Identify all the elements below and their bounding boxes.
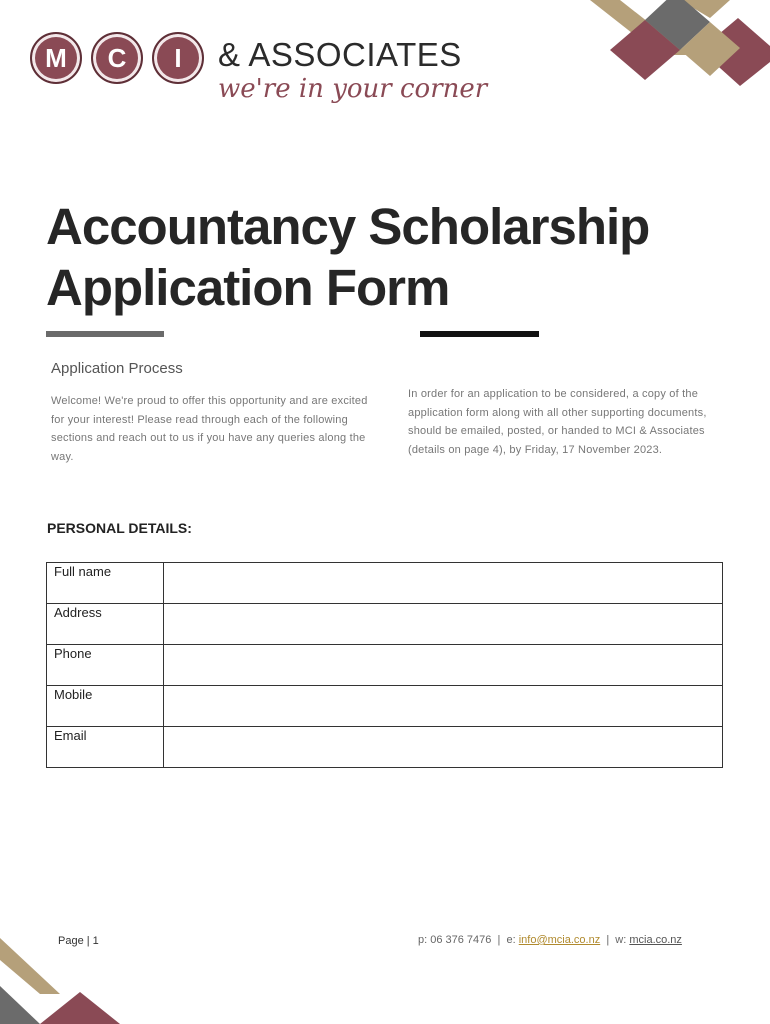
application-process-heading: Application Process [51, 360, 183, 377]
phone-text: p: 06 376 7476 | e: [418, 934, 519, 946]
email-input[interactable] [164, 727, 723, 768]
title-line-2: Application Form [46, 259, 450, 316]
submission-instructions: In order for an application to be considered, a copy of the application form along with all other supporting documents, should be emailed, posted, or handed to MCI & Associates (details on page 4), by Friday, 17 November 2023. [408, 388, 707, 456]
full-name-input[interactable] [164, 563, 723, 604]
web-prefix: | w: [600, 934, 630, 946]
logo-letter-i: I [152, 32, 204, 84]
address-input[interactable] [164, 604, 723, 645]
title-line-1: Accountancy Scholarship [46, 198, 650, 255]
page-number: Page | 1 [58, 935, 99, 947]
field-label-mobile: Mobile [47, 686, 164, 727]
logo-tagline: we're in your corner [218, 74, 488, 104]
logo-company-name: & ASSOCIATES [218, 36, 462, 73]
table-row [47, 645, 723, 686]
email-link[interactable]: info@mcia.co.nz [518, 934, 601, 946]
company-logo [30, 30, 490, 110]
field-label-email: Email [47, 727, 164, 768]
table-row [47, 604, 723, 645]
mobile-input[interactable] [164, 686, 723, 727]
table-row [47, 686, 723, 727]
field-label-full-name: Full name [47, 563, 164, 604]
table-row [47, 563, 723, 604]
page-title [46, 196, 746, 318]
contact-footer [418, 934, 682, 946]
welcome-paragraph: Welcome! We're proud to offer this opportunity and are excited for your interest! Please read through each of the following sections and reach out to us if you have any queries along the way. [51, 395, 368, 463]
personal-details-heading: PERSONAL DETAILS: [47, 520, 192, 536]
decorative-shapes-top [580, 0, 770, 100]
divider-bar-left [46, 331, 164, 337]
phone-input[interactable] [164, 645, 723, 686]
divider-bar-right [420, 331, 539, 337]
table-row [47, 727, 723, 768]
logo-letter-m: M [30, 32, 82, 84]
field-label-address: Address [47, 604, 164, 645]
website-link[interactable]: mcia.co.nz [629, 934, 682, 946]
field-label-phone: Phone [47, 645, 164, 686]
personal-details-table [46, 562, 723, 768]
logo-letter-c: C [91, 32, 143, 84]
